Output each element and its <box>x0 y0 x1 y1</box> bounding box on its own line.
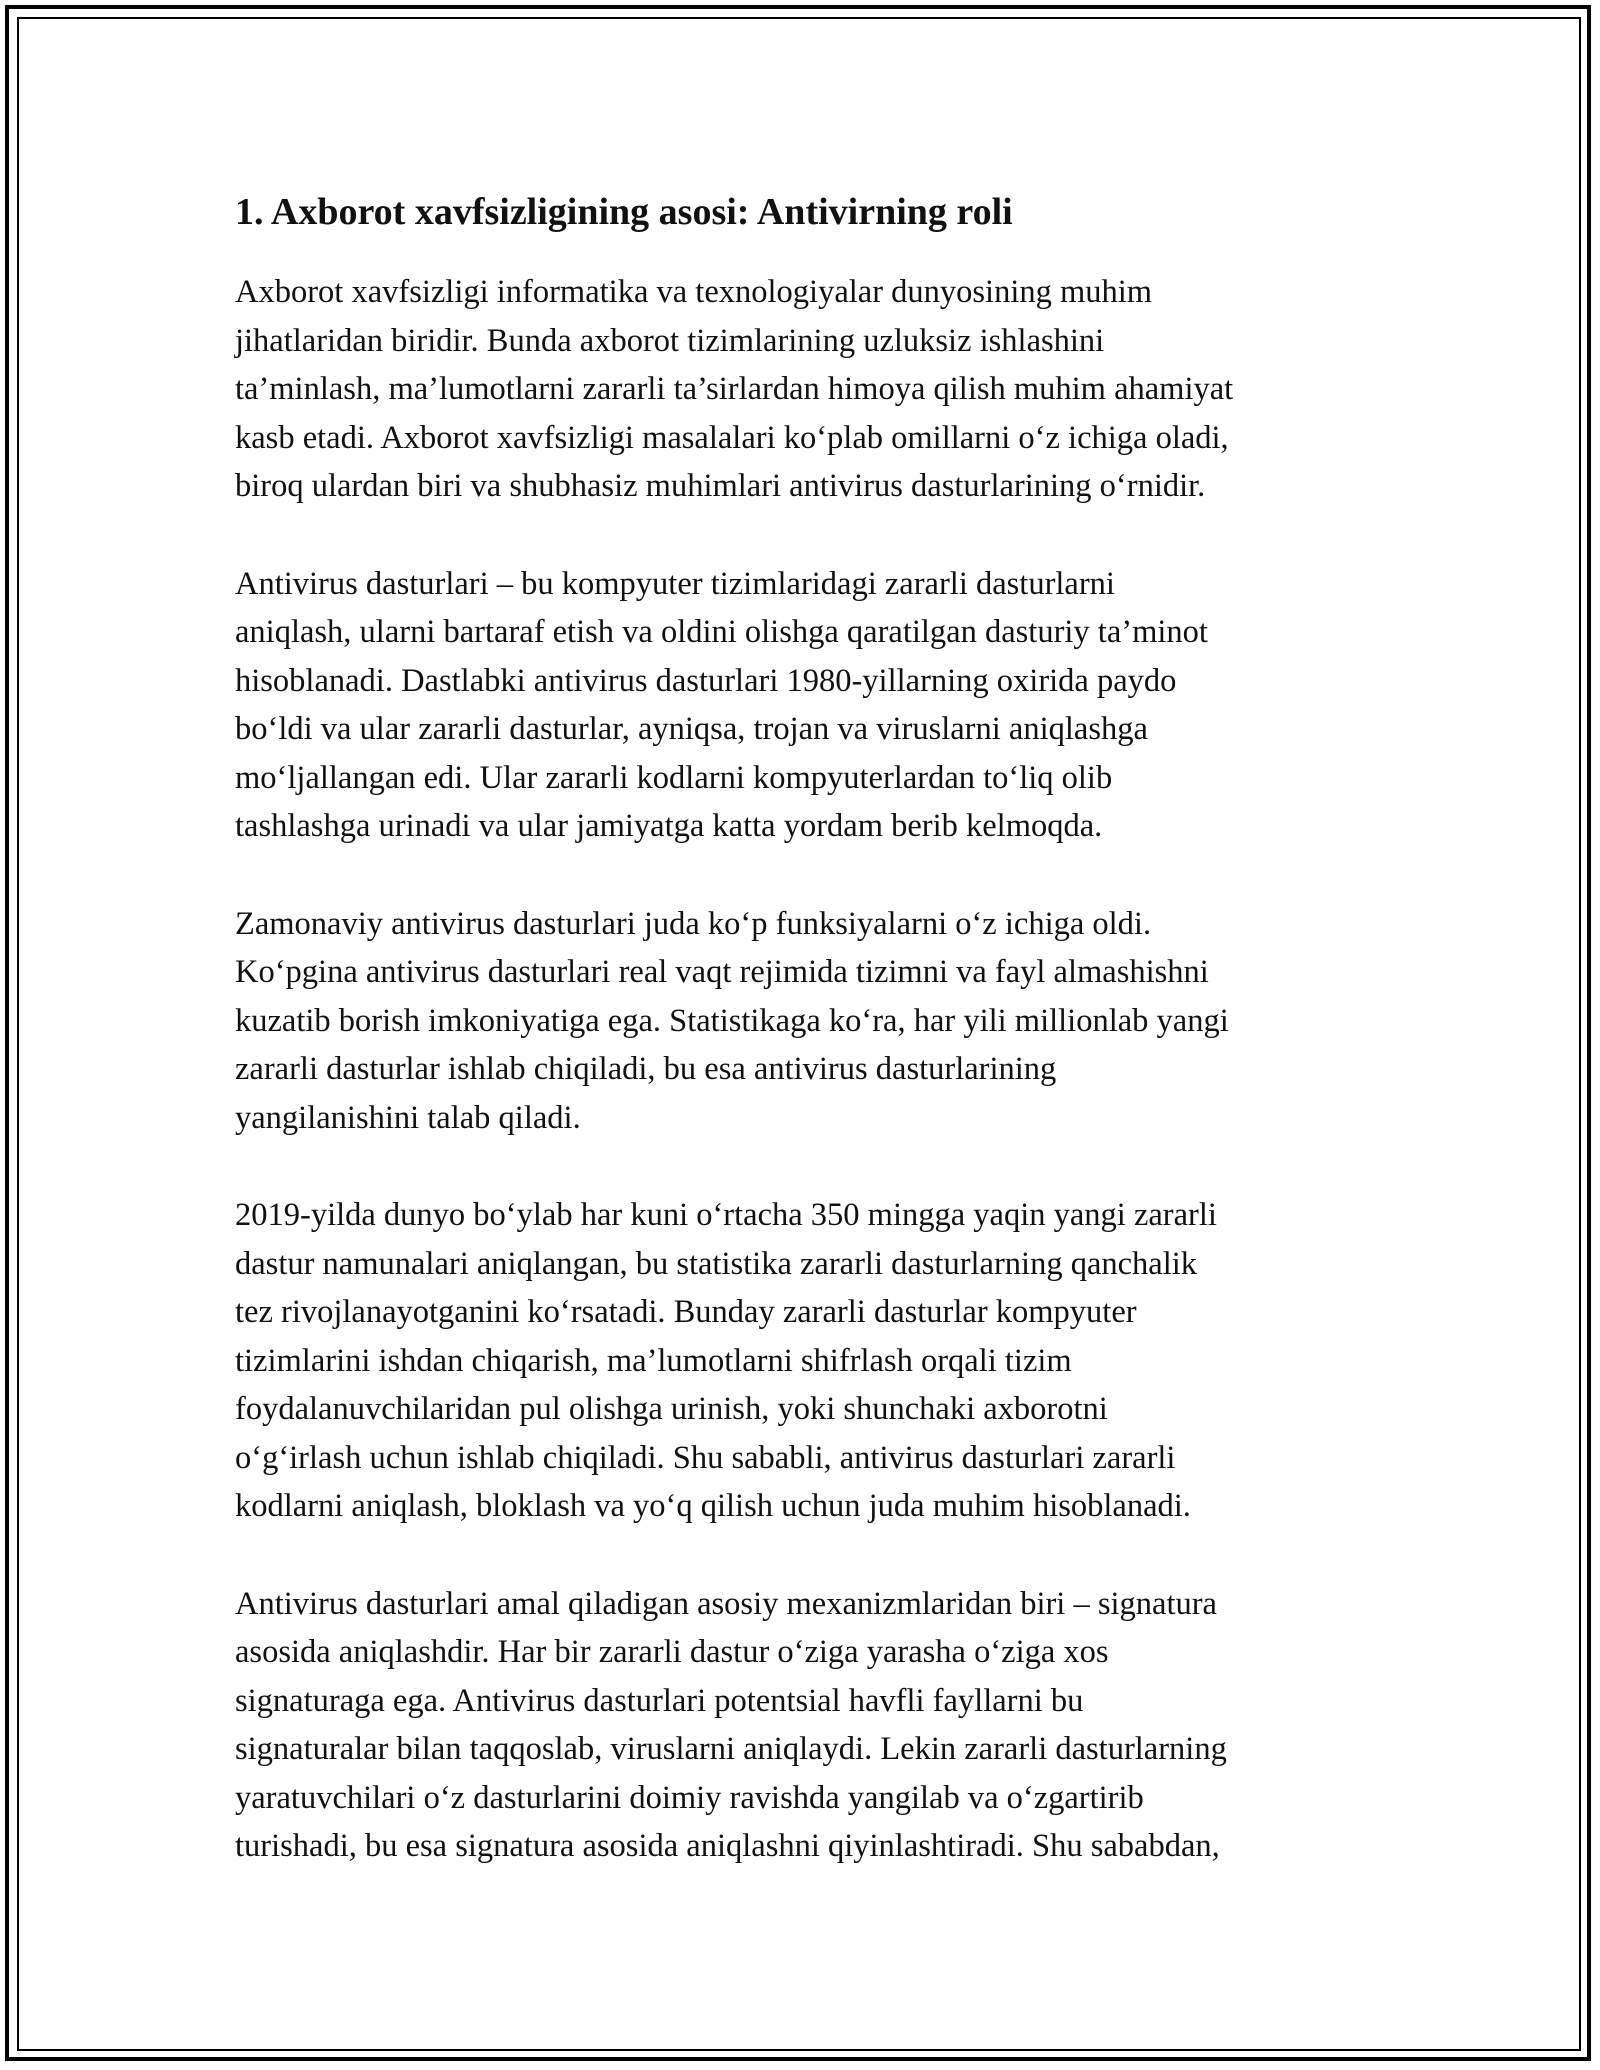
paragraph-line: asosida aniqlashdir. Har bir zararli dastur o‘ziga yarasha o‘ziga xos <box>235 1634 1109 1670</box>
paragraph-line: kodlarni aniqlash, bloklash va yo‘q qilish uchun juda muhim hisoblanadi. <box>235 1488 1191 1524</box>
paragraph-line: o‘g‘irlash uchun ishlab chiqiladi. Shu sababli, antivirus dasturlari zararli <box>235 1439 1176 1476</box>
paragraph-line: kasb etadi. Axborot xavfsizligi masalalari ko‘plab omillarni o‘z ichiga oladi, <box>235 419 1229 456</box>
paragraph-line: hisoblanadi. Dastlabki antivirus dasturlari 1980-yillarning oxirida paydo <box>235 662 1177 699</box>
paragraph-line: biroq ulardan biri va shubhasiz muhimlari antivirus dasturlarining o‘rnidir. <box>235 468 1206 504</box>
paragraph <box>235 268 1375 511</box>
paragraph-line: mo‘ljallangan edi. Ular zararli kodlarni kompyuterlardan to‘liq olib <box>235 759 1113 796</box>
paragraph-line: turishadi, bu esa signatura asosida aniqlashni qiyinlashtiradi. Shu sababdan, <box>235 1828 1220 1864</box>
document-body <box>235 182 1375 1920</box>
paragraph-line: zararli dasturlar ishlab chiqiladi, bu esa antivirus dasturlarining <box>235 1051 1057 1087</box>
paragraph-line: tashlashga urinadi va ular jamiyatga katta yordam berib kelmoqda. <box>235 808 1103 844</box>
paragraph-line: bo‘ldi va ular zararli dasturlar, ayniqsa, trojan va viruslarni aniqlashga <box>235 711 1148 747</box>
paragraph-line: jihatlaridan biridir. Bunda axborot tizimlarining uzluksiz ishlashini <box>235 322 1105 359</box>
paragraph-line: Axborot xavfsizligi informatika va texnologiyalar dunyosining muhim <box>235 274 1153 310</box>
paragraph-list <box>235 268 1375 1871</box>
paragraph-line: ta’minlash, ma’lumotlarni zararli ta’sirlardan himoya qilish muhim ahamiyat <box>235 371 1234 407</box>
paragraph <box>235 1191 1375 1531</box>
paragraph-line: signaturalar bilan taqqoslab, viruslarni aniqlaydi. Lekin zararli dasturlarning <box>235 1731 1227 1767</box>
paragraph-line: signaturaga ega. Antivirus dasturlari potentsial havfli fayllarni bu <box>235 1682 1084 1719</box>
paragraph-line: Antivirus dasturlari amal qiladigan asosiy mexanizmlaridan biri – signatura <box>235 1585 1217 1622</box>
section-title: 1. Axborot xavfsizligining asosi: Antivirning roli <box>235 191 1013 233</box>
paragraph <box>235 900 1375 1143</box>
paragraph-line: foydalanuvchilaridan pul olishga urinish, yoki shunchaki axborotni <box>235 1391 1108 1427</box>
paragraph-line: tizimlarini ishdan chiqarish, ma’lumotlarni shifrlash orqali tizim <box>235 1342 1072 1379</box>
paragraph-line: Zamonaviy antivirus dasturlari juda ko‘p funksiyalarni o‘z ichiga oldi. <box>235 905 1152 942</box>
paragraph-line: 2019-yilda dunyo bo‘ylab har kuni o‘rtacha 350 mingga yaqin yangi zararli <box>235 1197 1217 1233</box>
paragraph-line: dastur namunalari aniqlangan, bu statistika zararli dasturlarning qanchalik <box>235 1245 1198 1282</box>
paragraph-line: yaratuvchilari o‘z dasturlarini doimiy ravishda yangilab va o‘zgartirib <box>235 1779 1144 1816</box>
paragraph <box>235 1580 1375 1871</box>
paragraph-line: Ko‘pgina antivirus dasturlari real vaqt rejimida tizimni va fayl almashishni <box>235 954 1209 990</box>
paragraph-line: kuzatib borish imkoniyatiga ega. Statistikaga ko‘ra, har yili millionlab yangi <box>235 1002 1229 1039</box>
paragraph <box>235 560 1375 851</box>
paragraph-line: aniqlash, ularni bartaraf etish va oldini olishga qaratilgan dasturiy ta’minot <box>235 614 1208 650</box>
paragraph-line: yangilanishini talab qiladi. <box>235 1099 581 1136</box>
paragraph-line: tez rivojlanayotganini ko‘rsatadi. Bunday zararli dasturlar kompyuter <box>235 1294 1137 1330</box>
paragraph-line: Antivirus dasturlari – bu kompyuter tizimlaridagi zararli dasturlarni <box>235 565 1115 602</box>
